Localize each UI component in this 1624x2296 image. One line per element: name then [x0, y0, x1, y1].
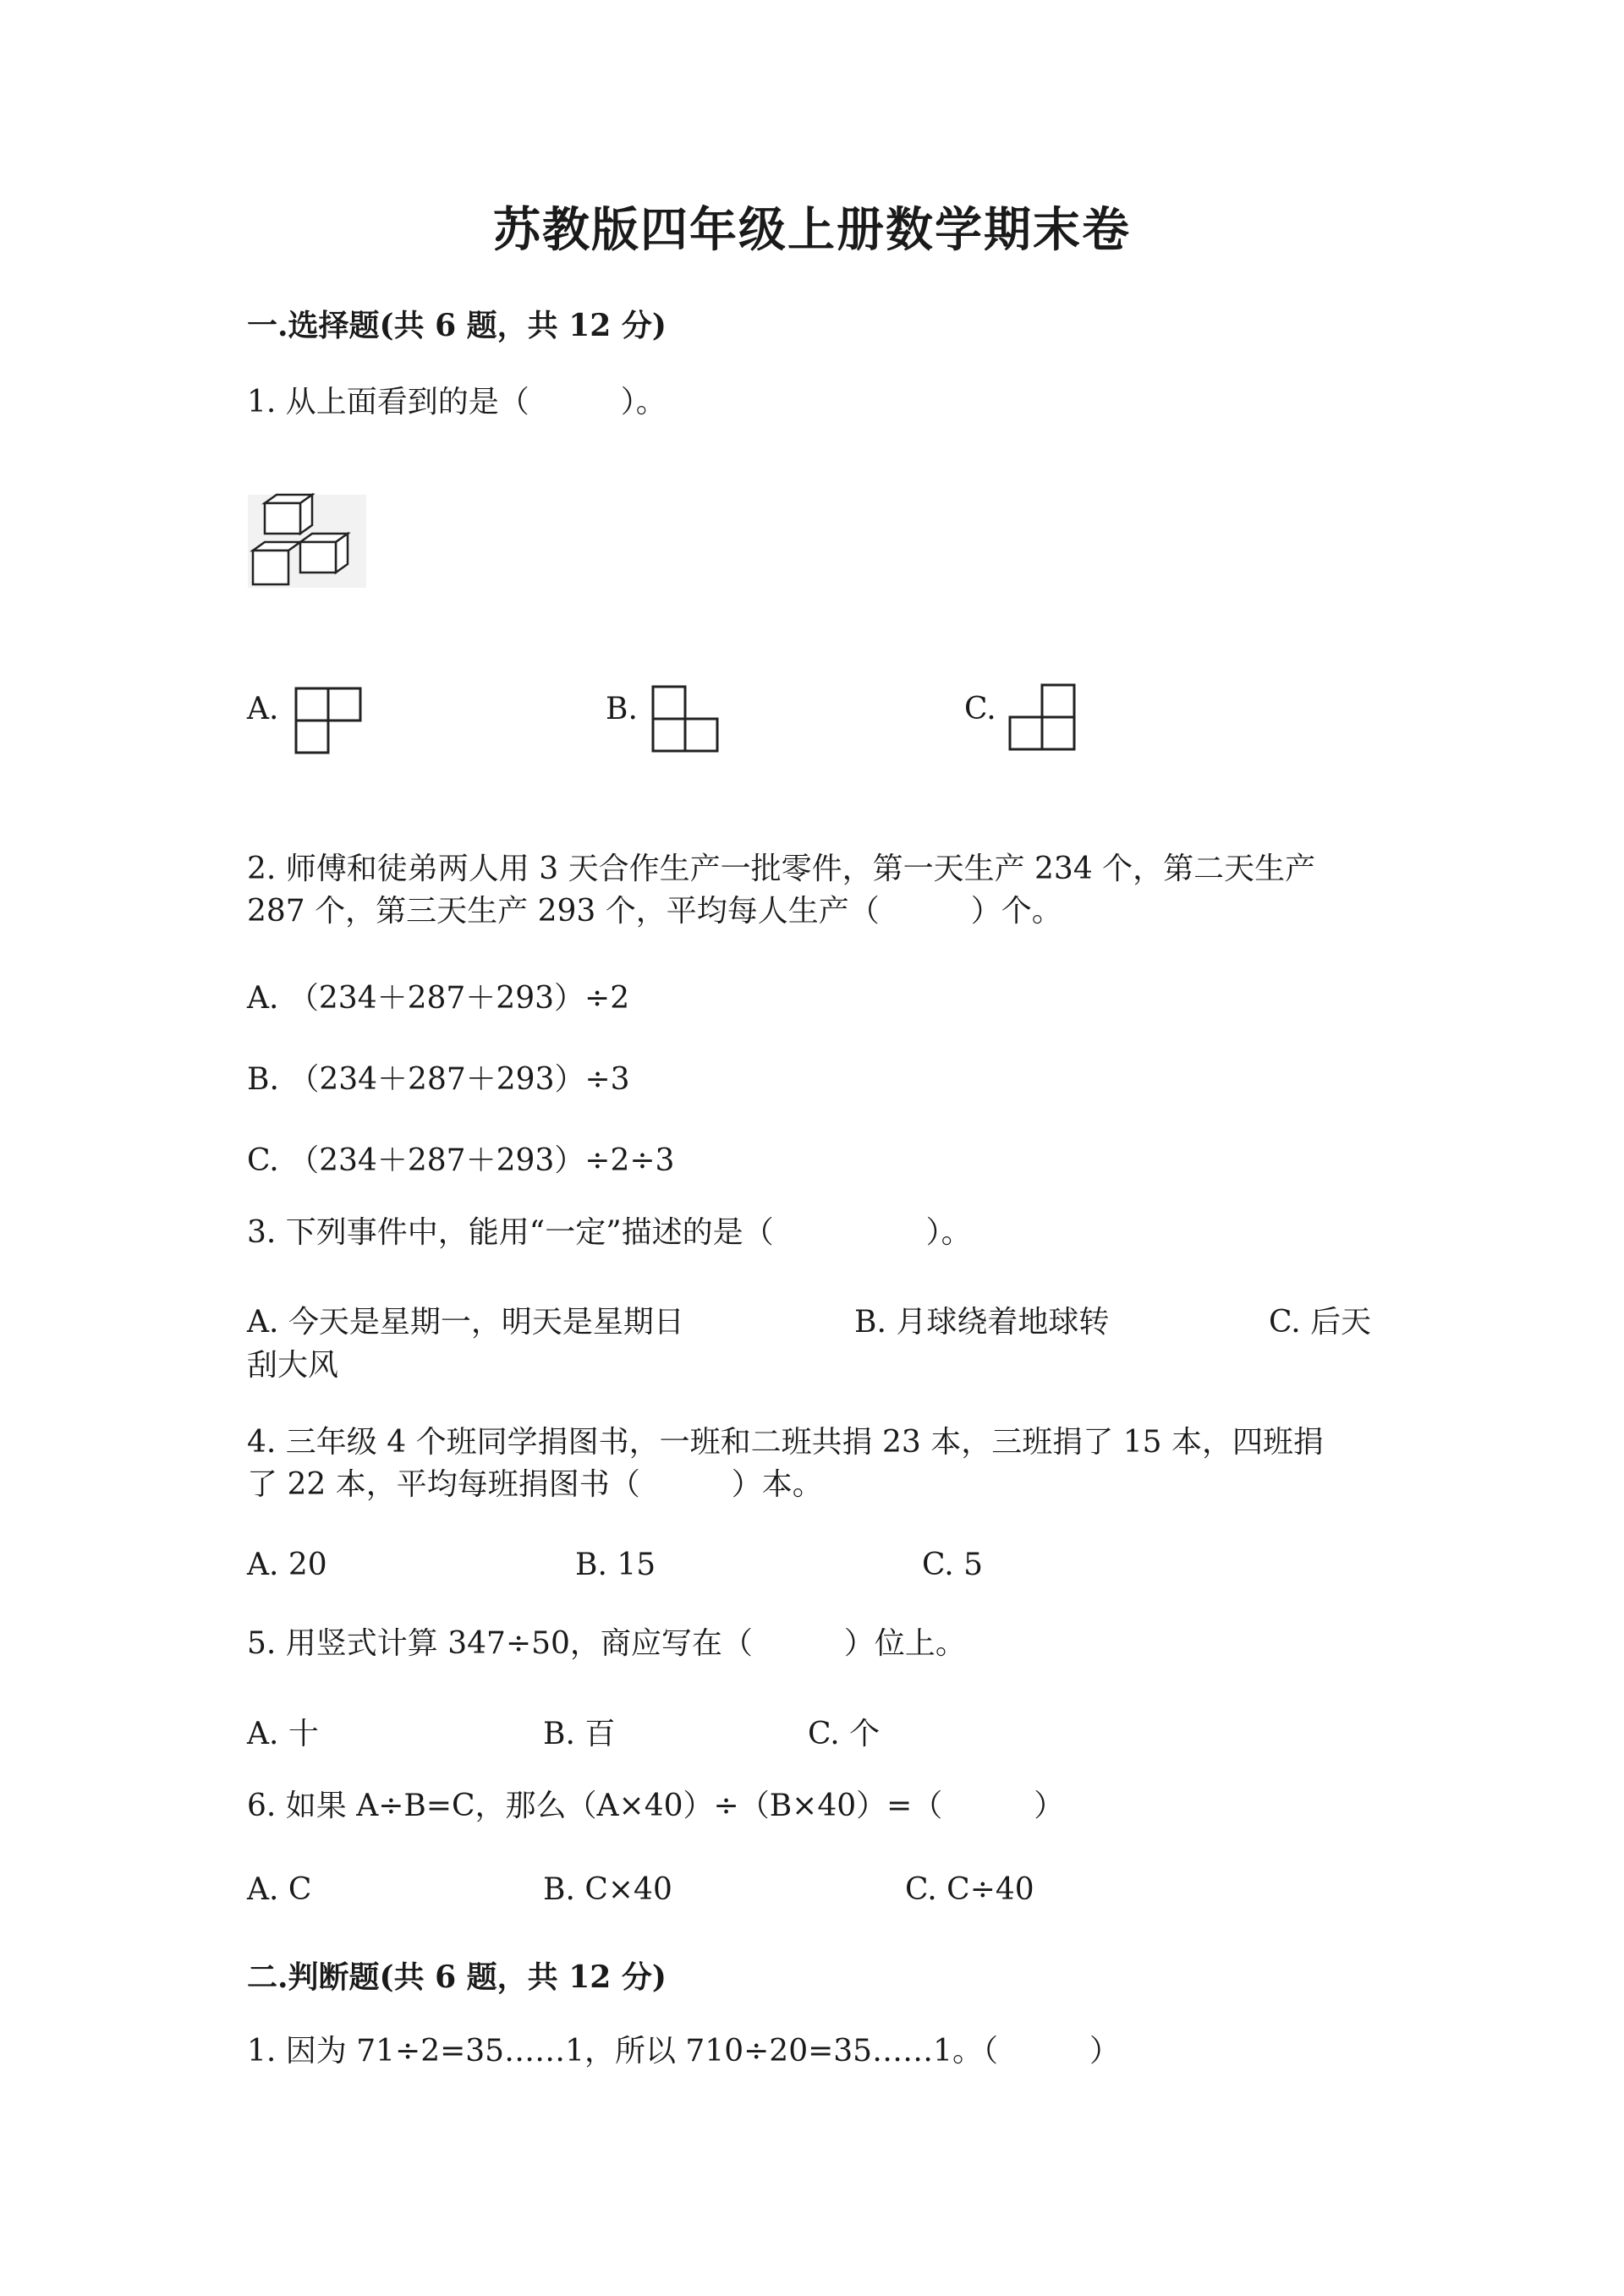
q3-option-a: A. 今天是星期一，明天是星期日 — [247, 1305, 684, 1340]
q1-option-b-label: B. — [606, 692, 638, 726]
question-3-text: 3. 下列事件中，能用“一定”描述的是（ ）。 — [247, 1215, 972, 1250]
section-heading-choice: 一.选择题(共 6 题，共 12 分) — [247, 308, 667, 343]
q3-option-b: B. 月球绕着地球转 — [854, 1305, 1110, 1340]
question-4-line-1: 4. 三年级 4 个班同学捐图书，一班和二班共捐 23 本，三班捐了 15 本，四班捐 — [247, 1425, 1324, 1460]
q4-option-a: A. 20 — [247, 1548, 327, 1582]
question-6-text: 6. 如果 A÷B=C，那么（A×40）÷（B×40）=（ ） — [247, 1789, 1065, 1823]
q6-option-a: A. C — [247, 1872, 312, 1907]
top-view-shape-b-icon — [651, 685, 719, 753]
top-view-shape-a-icon — [294, 687, 362, 754]
question-2-line-2: 287 个，第三天生产 293 个，平均每人生产（ ）个。 — [247, 894, 1062, 929]
q2-option-c: C. （234＋287＋293）÷2÷3 — [247, 1143, 675, 1178]
stacked-cubes-figure — [248, 495, 366, 588]
q4-option-b: B. 15 — [575, 1548, 656, 1582]
q6-option-c: C. C÷40 — [905, 1872, 1034, 1907]
q5-option-c: C. 个 — [808, 1717, 881, 1751]
judgement-question-1-text: 1. 因为 71÷2=35……1，所以 710÷20=35……1。（ ） — [247, 2034, 1120, 2069]
q3-option-c: C. 后天 — [1269, 1305, 1372, 1340]
q2-option-b: B. （234＋287＋293）÷3 — [247, 1062, 630, 1097]
question-1-text: 1. 从上面看到的是（ ）。 — [247, 385, 667, 419]
q5-option-a: A. 十 — [247, 1717, 319, 1751]
q3-option-c-wrap: 刮大风 — [247, 1348, 339, 1383]
question-2-line-1: 2. 师傅和徒弟两人用 3 天合作生产一批零件，第一天生产 234 个，第二天生产 — [247, 852, 1316, 886]
q6-option-b: B. C×40 — [543, 1872, 672, 1907]
section-heading-judgement: 二.判断题(共 6 题，共 12 分) — [247, 1959, 667, 1995]
q1-option-a-label: A. — [247, 692, 279, 726]
question-4-line-2: 了 22 本，平均每班捐图书（ ）本。 — [247, 1467, 823, 1502]
q5-option-b: B. 百 — [543, 1717, 616, 1751]
page-title: 苏教版四年级上册数学期末卷 — [493, 202, 1131, 258]
top-view-shape-c-icon — [1008, 683, 1076, 751]
q2-option-a: A. （234＋287＋293）÷2 — [247, 981, 630, 1016]
question-5-text: 5. 用竖式计算 347÷50，商应写在（ ）位上。 — [247, 1626, 966, 1661]
q4-option-c: C. 5 — [922, 1548, 984, 1582]
q1-option-c-label: C. — [964, 692, 996, 726]
